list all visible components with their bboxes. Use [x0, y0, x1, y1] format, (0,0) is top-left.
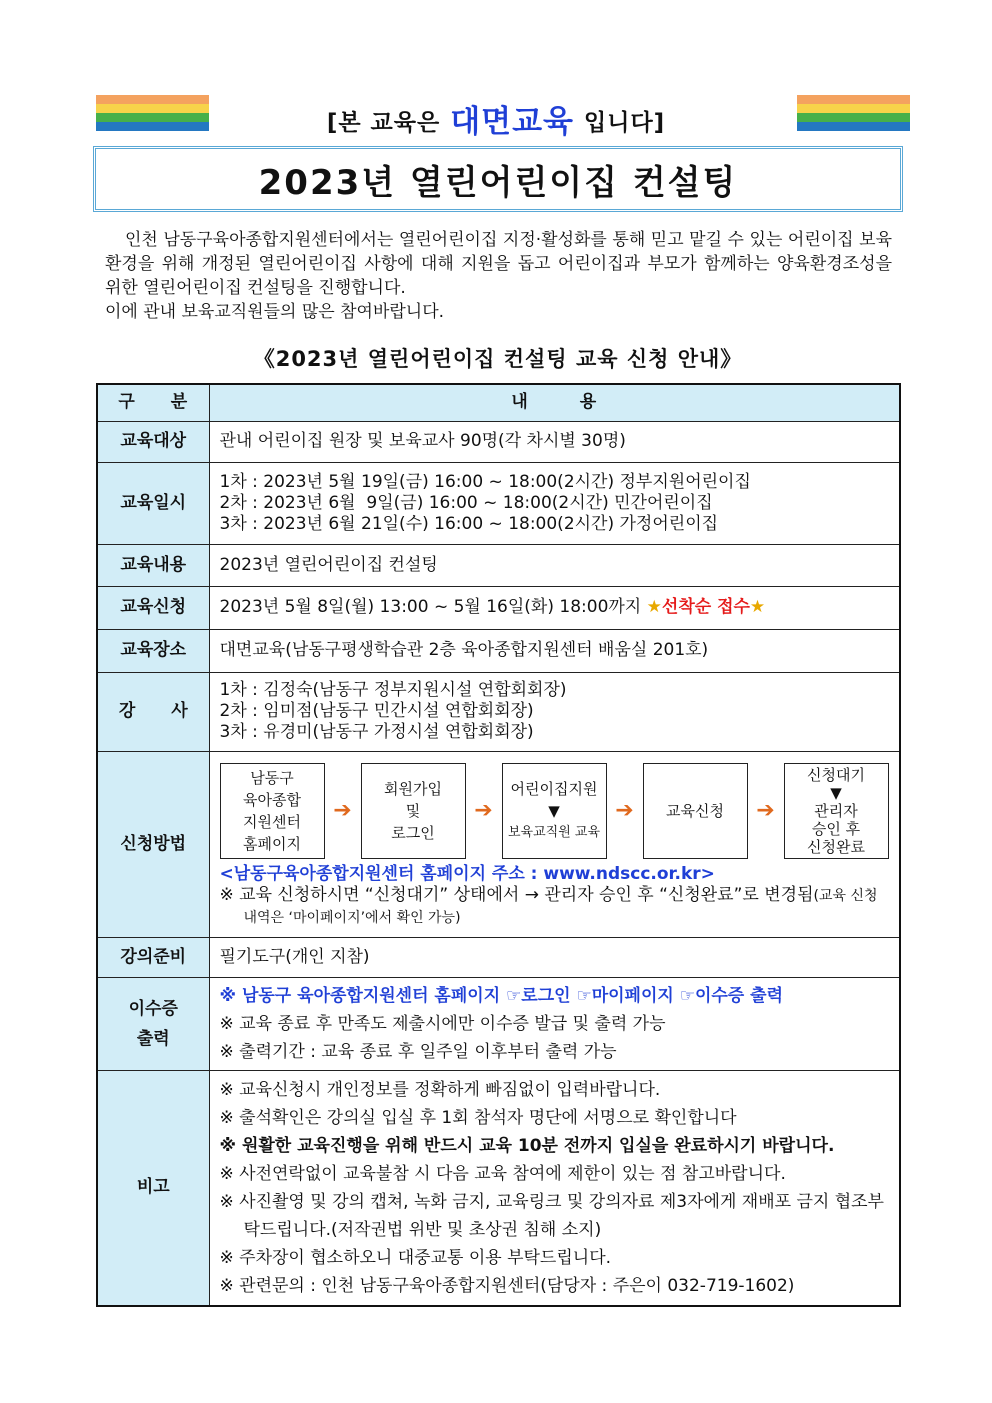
intro-paragraph: 인천 남동구육아종합지원센터에서는 열린어린이집 지정·활성화를 통해 믿고 맡길 수 있는 어린이집 보육환경을 위해 개정된 열린어린이집 사항에 대해 지원을 돕고 어린이집과 부모가 함께하는 양육환경조성을 위한 열린어린이집 컨설팅을 진행합니다. — [105, 230, 892, 298]
remarks-label: 비고 — [97, 1070, 209, 1306]
table-row — [97, 586, 900, 629]
remark-item: ※ 관련문의 : 인천 남동구육아종합지원센터(담당자 : 주은이 032-719-1602) — [219, 1275, 795, 1296]
remark-item: ※ 원활한 교육진행을 위해 반드시 교육 10분 전까지 입실을 완료하시기 바랍니다. — [219, 1135, 835, 1156]
notice-highlight: 대면교육 — [450, 104, 575, 140]
notice-suffix: 입니다] — [584, 110, 666, 136]
target-label: 교육대상 — [97, 421, 209, 462]
section-subtitle: 《2023년 열린어린이집 컨설팅 교육 신청 안내》 — [253, 347, 743, 371]
application-flow — [220, 763, 890, 859]
place-label: 교육장소 — [97, 629, 209, 672]
prep-value: 필기도구(개인 지참) — [209, 937, 900, 977]
table-row — [97, 672, 900, 751]
step-approval: 신청대기 ▼ 관리자 승인 후 신청완료 — [784, 763, 889, 859]
header-category: 구 분 — [97, 384, 209, 421]
step-apply: 교육신청 — [643, 763, 748, 859]
star-icon: ★ — [646, 597, 662, 617]
remark-item: ※ 주차장이 협소하오니 대중교통 이용 부탁드립니다. — [219, 1247, 612, 1268]
remark-item: ※ 출석확인은 강의실 입실 후 1회 참석자 명단에 서명으로 확인합니다 — [219, 1107, 737, 1128]
notice-prefix: [본 교육은 — [326, 110, 441, 136]
first-come-label: 선착순 접수 — [661, 597, 750, 617]
instructor-row: 3차 : 유경미(남동구 가정시설 연합회회장) — [219, 722, 534, 742]
intro-request: 이에 관내 보육교직원들의 많은 참여바랍니다. — [105, 302, 445, 322]
step-staff-education: 어린이집지원 ▼ 보육교직원 교육 — [502, 763, 607, 859]
homepage-address: <남동구육아종합지원센터 홈페이지 주소 : www.ndscc.or.kr> — [219, 863, 715, 884]
schedule-row: 2차 : 2023년 6월 9일(금) 16:00 ~ 18:00(2시간) 민간어린이집 — [219, 492, 713, 513]
table-row — [97, 751, 900, 937]
remarks-value — [209, 1070, 900, 1306]
table-header-row — [97, 384, 900, 421]
info-table — [96, 383, 901, 1307]
step-signup-login: 회원가입 및 로그인 — [361, 763, 466, 859]
face-to-face-notice — [220, 96, 772, 141]
page-title: 2023년 열린어린이집 컨설팅 — [258, 162, 738, 203]
cert-line: ※ 남동구 육아종합지원센터 홈페이지 ☞로그인 ☞마이페이지 ☞이수증 출력 — [219, 985, 783, 1006]
method-note — [220, 885, 890, 929]
arrow-right-icon: ➔ — [474, 798, 493, 823]
table-row — [97, 629, 900, 672]
schedule-row: 3차 : 2023년 6월 21일(수) 16:00 ~ 18:00(2시간) 가정어린이집 — [219, 513, 719, 534]
cert-value — [209, 977, 900, 1070]
schedule-row: 1차 : 2023년 5월 19일(금) 16:00 ~ 18:00(2시간) 정부지원어린이집 — [219, 471, 751, 492]
table-row — [97, 937, 900, 977]
instructor-row: 1차 : 김정숙(남동구 정부지원시설 연합회회장) — [219, 680, 567, 700]
instructor-value — [209, 672, 900, 751]
method-value — [209, 751, 900, 937]
title-box — [93, 146, 903, 212]
table-row — [97, 977, 900, 1070]
decorative-stripe-right — [797, 95, 910, 131]
intro-text — [105, 228, 892, 324]
table-row — [97, 421, 900, 462]
header-content: 내 용 — [209, 384, 900, 421]
decorative-stripe-left — [96, 95, 209, 131]
content-value: 2023년 열린어린이집 컨설팅 — [209, 544, 900, 586]
schedule-value — [209, 462, 900, 544]
cert-label: 이수증 출력 — [97, 977, 209, 1070]
cert-line: ※ 출력기간 : 교육 종료 후 일주일 이후부터 출력 가능 — [219, 1041, 617, 1062]
content-label: 교육내용 — [97, 544, 209, 586]
apply-label: 교육신청 — [97, 586, 209, 629]
instructor-label: 강 사 — [97, 672, 209, 751]
place-value: 대면교육(남동구평생학습관 2층 육아종합지원센터 배움실 201호) — [209, 629, 900, 672]
arrow-right-icon: ➔ — [333, 798, 352, 823]
target-value: 관내 어린이집 원장 및 보육교사 90명(각 차시별 30명) — [209, 421, 900, 462]
table-row — [97, 462, 900, 544]
remark-item: ※ 사전연락없이 교육불참 시 다음 교육 참여에 제한이 있는 점 참고바랍니다. — [219, 1163, 786, 1184]
table-row — [97, 544, 900, 586]
arrow-right-icon: ➔ — [615, 798, 634, 823]
remark-item: ※ 교육신청시 개인정보를 정확하게 빠짐없이 입력바랍니다. — [219, 1079, 661, 1100]
schedule-label: 교육일시 — [97, 462, 209, 544]
apply-value — [209, 586, 900, 629]
arrow-right-icon: ➔ — [756, 798, 775, 823]
table-row — [97, 1070, 900, 1306]
method-note-main: ※ 교육 신청하시면 “신청대기” 상태에서 → 관리자 승인 후 “신청완료”로 변경됨 — [219, 884, 814, 905]
method-note-small: (교육 신청내역은 ‘마이페이지’에서 확인 가능) — [243, 887, 878, 926]
apply-period: 2023년 5월 8일(월) 13:00 ~ 5월 16일(화) 18:00까지 — [219, 597, 642, 617]
remark-item: ※ 사진촬영 및 강의 캡쳐, 녹화 금지, 교육링크 및 강의자료 제3자에게 재배포 금지 협조부탁드립니다.(저작권법 위반 및 초상권 침해 소지) — [219, 1191, 884, 1240]
instructor-row: 2차 : 임미점(남동구 민간시설 연합회회장) — [219, 701, 534, 721]
prep-label: 강의준비 — [97, 937, 209, 977]
star-icon: ★ — [749, 597, 766, 617]
method-label: 신청방법 — [97, 751, 209, 937]
cert-line: ※ 교육 종료 후 만족도 제출시에만 이수증 발급 및 출력 가능 — [219, 1013, 666, 1034]
step-homepage: 남동구 육아종합 지원센터 홈페이지 — [220, 763, 325, 859]
